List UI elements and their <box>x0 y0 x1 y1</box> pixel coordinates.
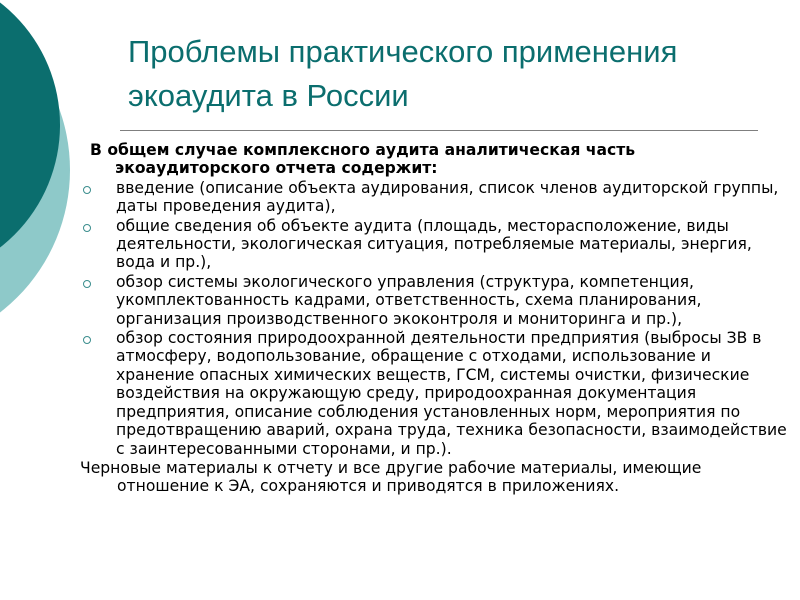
title-divider <box>120 130 758 131</box>
hollow-circle-bullet-icon <box>83 186 91 194</box>
list-item-text: обзор системы экологического управления (структура, компетенция, укомплектованность кадрами, ответственность, схема планирования, организация производственного экоконтроля и мониторинга и пр.), <box>116 272 702 328</box>
slide-title: Проблемы практического применения экоаудита в России <box>128 34 678 113</box>
hollow-circle-bullet-icon <box>83 336 91 344</box>
intro-text: В общем случае комплексного аудита аналитическая часть экоаудиторского отчета содержит: <box>90 141 636 178</box>
closing-text: Черновые материалы к отчету и все другие рабочие материалы, имеющие отношение к ЭА, сохраняются и приводятся в приложениях. <box>80 458 702 496</box>
list-item <box>62 179 790 216</box>
bullet-list <box>62 179 790 458</box>
list-item <box>62 217 790 272</box>
slide-body <box>62 141 790 496</box>
hollow-circle-bullet-icon <box>83 280 91 288</box>
list-item <box>62 329 790 458</box>
list-item-text: введение (описание объекта аудирования, список членов аудиторской группы, даты проведения аудита), <box>116 178 779 216</box>
list-item-text: общие сведения об объекте аудита (площадь, месторасположение, виды деятельности, экологическая ситуация, потребляемые материалы, энергия, вода и пр.), <box>116 216 752 272</box>
hollow-circle-bullet-icon <box>83 224 91 232</box>
list-item-text: обзор состояния природоохранной деятельности предприятия (выбросы ЗВ в атмосферу, водопользование, обращение с отходами, использование и хранение опасных химических веществ, ГСМ, системы очистки, физические воздействия на окружающую среду, природоохранная документация предприятия, описание соблюдения установленных норм, мероприятия по предотвращению аварий, охрана труда, техника безопасности, взаимодействие с заинтересованными сторонами, и пр.). <box>116 329 787 458</box>
list-item <box>62 273 790 328</box>
